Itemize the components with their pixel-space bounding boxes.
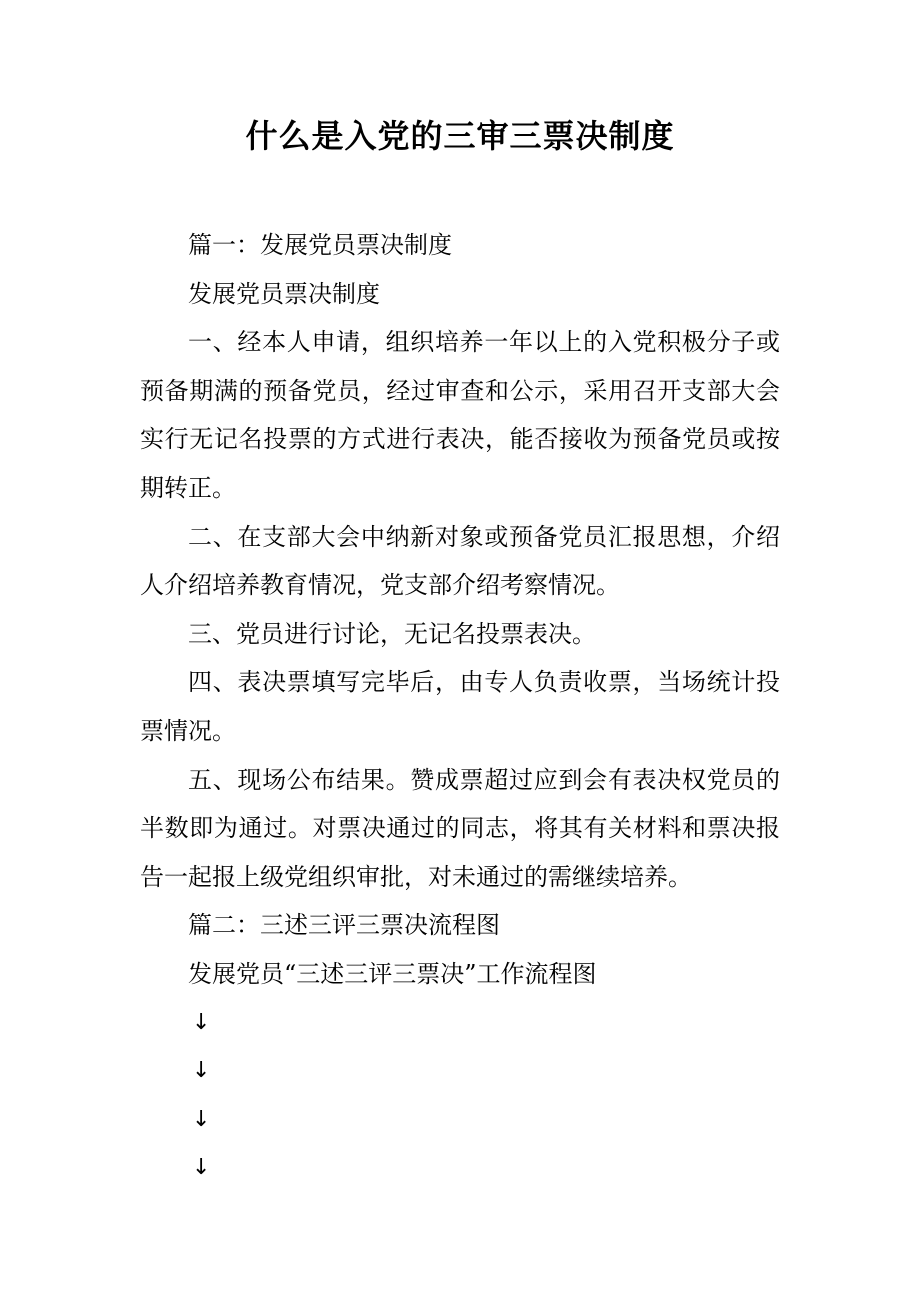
down-arrow-icon: ↓ [192, 1009, 211, 1035]
subheading-ballot-system: 发展党员票决制度 [188, 279, 380, 308]
section-heading-1: 篇一：发展党员票决制度 [188, 231, 452, 259]
section-heading-2: 篇二：三述三评三票决流程图 [188, 911, 500, 940]
down-arrow-icon: ↓ [192, 1155, 211, 1181]
paragraph-item-5: 五、现场公布结果。赞成票超过应到会有表决权党员的半数即为通过。对票决通过的同志，将其有关材料和票决报告一起报上级党组织审批，对未通过的需继续培养。 [140, 765, 780, 891]
subheading-flowchart: 发展党员“三述三评三票决”工作流程图 [188, 959, 597, 988]
paragraph-item-3: 三、党员进行讨论，无记名投票表决。 [188, 619, 596, 648]
document-title: 什么是入党的三审三票决制度 [245, 117, 675, 155]
paragraph-item-2: 二、在支部大会中纳新对象或预备党员汇报思想，介绍人介绍培养教育情况，党支部介绍考察情况。 [140, 522, 780, 600]
down-arrow-icon: ↓ [192, 1106, 211, 1132]
document-body [140, 221, 780, 1193]
paragraph-item-4: 四、表决票填写完毕后，由专人负责收票，当场统计投票情况。 [140, 668, 780, 745]
down-arrow-icon: ↓ [192, 1058, 211, 1084]
paragraph-item-1: 一、经本人申请，组织培养一年以上的入党积极分子或预备期满的预备党员，经过审查和公示，采用召开支部大会实行无记名投票的方式进行表决，能否接收为预备党员或按期转正。 [140, 328, 780, 502]
flowchart-arrows [140, 999, 780, 1193]
